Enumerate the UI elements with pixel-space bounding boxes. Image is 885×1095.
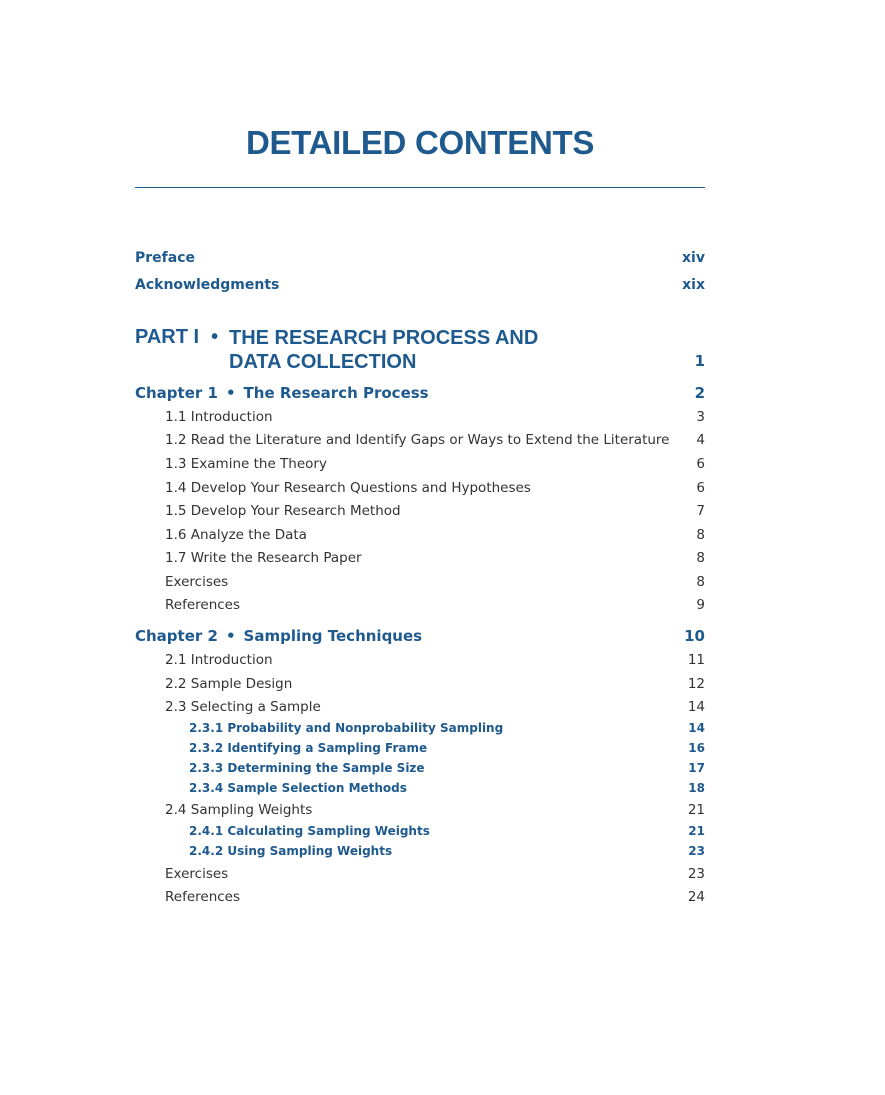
part-page: 1 (694, 352, 705, 370)
toc-entry-label: Exercises (165, 574, 229, 590)
toc-entry[interactable] (135, 652, 705, 668)
chapter-title: Chapter 2 • Sampling Techniques (135, 627, 423, 645)
toc-entry-page: 12 (687, 676, 705, 692)
toc-entry-label: 1.7 Write the Research Paper (165, 550, 362, 566)
toc-entry-page: 18 (688, 781, 705, 795)
toc-entry[interactable] (135, 503, 705, 519)
toc-subentry[interactable] (135, 761, 705, 775)
part-heading[interactable] (135, 326, 705, 376)
toc-entry-page: xiv (682, 250, 705, 266)
part-title: THE RESEARCH PROCESS AND DATA COLLECTION (229, 327, 539, 373)
chapter-page: 2 (694, 384, 705, 402)
toc-entry-label: 2.3.1 Probability and Nonprobability Sampling (189, 721, 504, 735)
toc-entry-page: 6 (696, 480, 705, 496)
toc-entry[interactable] (135, 527, 705, 543)
toc-entry-page: 6 (696, 456, 705, 472)
toc-entry-exercises[interactable] (135, 866, 705, 882)
toc-entry-page: 14 (688, 721, 705, 735)
toc-entry[interactable] (135, 432, 705, 448)
toc-entry-page: 16 (688, 741, 705, 755)
toc-entry-acknowledgments[interactable] (135, 277, 705, 293)
toc-entry-label: 1.4 Develop Your Research Questions and Hypotheses (165, 480, 531, 496)
bullet: • (225, 627, 236, 645)
toc-entry-page: 8 (696, 527, 705, 543)
chapter-heading-1[interactable] (135, 384, 705, 402)
page-title: DETAILED CONTENTS (245, 124, 595, 161)
toc-entry[interactable] (135, 699, 705, 715)
toc-entry-label: 2.3.4 Sample Selection Methods (189, 781, 407, 795)
toc-entry-page: 7 (696, 503, 705, 519)
toc-entry-label: References (165, 889, 241, 905)
toc-entry-label: Preface (135, 250, 195, 266)
toc-entry-label: 1.5 Develop Your Research Method (165, 503, 401, 519)
toc-subentry[interactable] (135, 824, 705, 838)
chapter-title: Chapter 1 • The Research Process (135, 384, 429, 402)
toc-subentry[interactable] (135, 781, 705, 795)
toc-entry-exercises[interactable] (135, 574, 705, 590)
toc-entry-page: 3 (696, 409, 705, 425)
toc-entry-label: 2.3 Selecting a Sample (165, 699, 321, 715)
toc-subentry[interactable] (135, 844, 705, 858)
toc-entry-page: 14 (687, 699, 705, 715)
bullet: • (211, 326, 219, 348)
toc-subentry[interactable] (135, 741, 705, 755)
toc-entry-page: 21 (687, 802, 705, 818)
toc-entry-label: Exercises (165, 866, 229, 882)
chapter-page: 10 (684, 627, 705, 645)
toc-subentry[interactable] (135, 721, 705, 735)
toc-entry-page: 17 (688, 761, 705, 775)
toc-entry-label: 2.4.2 Using Sampling Weights (189, 844, 393, 858)
toc-entry-label: 1.2 Read the Literature and Identify Gaps or Ways to Extend the Literature (165, 432, 670, 448)
toc-entry-preface[interactable] (135, 250, 705, 266)
toc-entry[interactable] (135, 550, 705, 566)
toc-entry[interactable] (135, 480, 705, 496)
toc-entry-label: 1.1 Introduction (165, 409, 273, 425)
toc-entry-label: 2.3.2 Identifying a Sampling Frame (189, 741, 428, 755)
toc-entry-page: 23 (688, 844, 705, 858)
title-divider (135, 187, 705, 188)
toc-entry-page: xix (682, 277, 705, 293)
toc-entry[interactable] (135, 676, 705, 692)
toc-entry-page: 23 (687, 866, 705, 882)
toc-entry-references[interactable] (135, 597, 705, 613)
toc-entry-page: 21 (688, 824, 705, 838)
toc-entry-page: 8 (696, 574, 705, 590)
toc-entry-label: 1.3 Examine the Theory (165, 456, 327, 472)
toc-entry-page: 11 (687, 652, 705, 668)
toc-entry[interactable] (135, 456, 705, 472)
toc-entry[interactable] (135, 802, 705, 818)
bullet: • (225, 384, 236, 402)
toc-entry-page: 8 (696, 550, 705, 566)
toc-entry-page: 24 (687, 889, 705, 905)
toc-entry-label: 2.1 Introduction (165, 652, 273, 668)
part-label: PART I • (135, 326, 219, 348)
toc-entry-label: 2.4.1 Calculating Sampling Weights (189, 824, 430, 838)
toc-entry-label: References (165, 597, 241, 613)
toc-entry-label: 2.3.3 Determining the Sample Size (189, 761, 425, 775)
chapter-heading-2[interactable] (135, 627, 705, 645)
toc-entry-label: 1.6 Analyze the Data (165, 527, 307, 543)
toc-entry[interactable] (135, 409, 705, 425)
toc-entry-label: 2.4 Sampling Weights (165, 802, 313, 818)
toc-entry-references[interactable] (135, 889, 705, 905)
toc-entry-label: Acknowledgments (135, 277, 280, 293)
toc-entry-page: 9 (696, 597, 705, 613)
toc-entry-label: 2.2 Sample Design (165, 676, 293, 692)
toc-entry-page: 4 (696, 432, 705, 448)
